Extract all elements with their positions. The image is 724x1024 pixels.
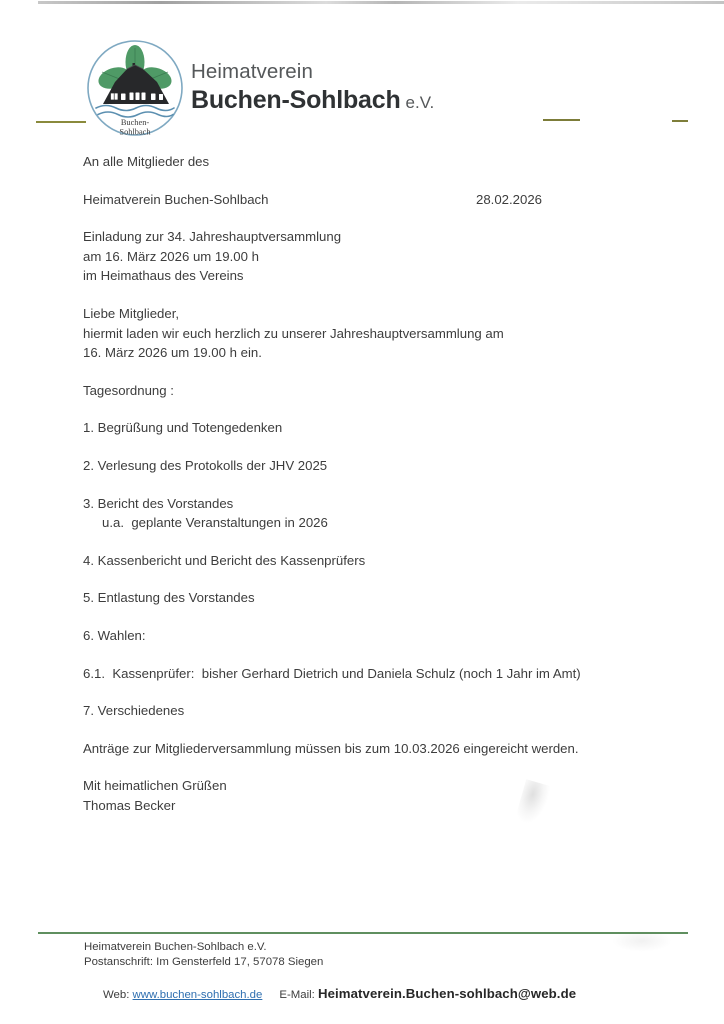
footer-divider	[38, 932, 688, 934]
header-rule-left	[36, 121, 86, 123]
svg-text:Buchen-: Buchen-	[120, 118, 150, 127]
organisation-title	[191, 62, 434, 113]
notice-line: Anträge zur Mitgliederversammlung müssen bis zum 10.03.2026 eingereicht werden.	[83, 740, 579, 756]
closing-greeting: Mit heimatlichen Grüßen	[83, 778, 227, 794]
footer	[84, 940, 684, 1019]
agenda-item-subtext: u.a. geplante Veranstaltungen in 2026	[102, 515, 328, 531]
agenda-item-text: 6. Wahlen:	[83, 627, 146, 643]
subject-line-1: Einladung zur 34. Jahreshauptversammlung	[83, 229, 342, 245]
salutation: Liebe Mitglieder,	[83, 305, 180, 321]
agenda-item-text: 3. Bericht des Vorstandes	[83, 495, 234, 511]
intro-line-2: 16. März 2026 um 19.00 h ein.	[83, 345, 262, 361]
agenda-item-text: 5. Entlastung des Vorstandes	[83, 590, 255, 606]
organisation-line: Heimatverein Buchen-Sohlbach	[83, 191, 269, 207]
closing-block	[83, 776, 653, 815]
agenda-heading: Tagesordnung :	[83, 382, 174, 398]
footer-contact-row	[84, 971, 684, 1019]
signature-name: Thomas Becker	[83, 797, 176, 813]
agenda-item-text: 7. Verschiedenes	[83, 703, 185, 719]
letter-date: 28.02.2026	[476, 191, 543, 207]
header-rule-right	[543, 119, 580, 121]
footer-email-label: E-Mail:	[279, 989, 318, 1002]
agenda-item	[83, 551, 653, 571]
agenda-item	[83, 664, 653, 684]
agenda-item	[83, 626, 653, 646]
subject-block	[83, 227, 653, 286]
agenda-item-text: 4. Kassenbericht und Bericht des Kassenprüfers	[83, 552, 366, 568]
agenda-item	[83, 494, 653, 533]
organisation-title-name: Buchen-Sohlbach	[191, 85, 401, 114]
svg-text:Sohlbach: Sohlbach	[119, 127, 151, 137]
agenda-item-text: 6.1. Kassenprüfer: bisher Gerhard Dietrich und Daniela Schulz (noch 1 Jahr im Amt)	[83, 665, 581, 681]
agenda-item	[83, 418, 653, 438]
subject-line-3: im Heimathaus des Vereins	[83, 268, 244, 284]
agenda-item-text: 1. Begrüßung und Totengedenken	[83, 420, 283, 436]
letter-body	[83, 152, 653, 815]
agenda-item	[83, 701, 653, 721]
letterhead	[0, 0, 724, 142]
organisation-and-date-row	[83, 190, 653, 210]
salutation-block	[83, 304, 653, 363]
recipient-line: An alle Mitglieder des	[83, 154, 210, 169]
intro-line-1: hiermit laden wir euch herzlich zu unserer Jahreshauptversammlung am	[83, 325, 504, 341]
organisation-title-suffix: e.V.	[405, 92, 435, 112]
footer-email-address[interactable]: Heimatverein.Buchen-sohlbach@web.de	[317, 986, 577, 1002]
footer-web-label: Web:	[103, 989, 133, 1002]
subject-line-2: am 16. März 2026 um 19.00 h	[83, 248, 259, 264]
agenda-item	[83, 588, 653, 608]
footer-address: Postanschrift: Im Gensterfeld 17, 57078 Siegen	[84, 956, 324, 969]
agenda-item	[83, 456, 653, 476]
website-link[interactable]: www.buchen-sohlbach.de	[132, 989, 263, 1002]
header-rule-right-dash	[672, 120, 688, 122]
organisation-title-line1: Heimatverein	[191, 60, 313, 83]
agenda-item-text: 2. Verlesung des Protokolls der JHV 2025	[83, 457, 328, 473]
footer-organisation: Heimatverein Buchen-Sohlbach e.V.	[84, 941, 267, 953]
heimatverein-circular-emblem-icon	[83, 36, 187, 140]
